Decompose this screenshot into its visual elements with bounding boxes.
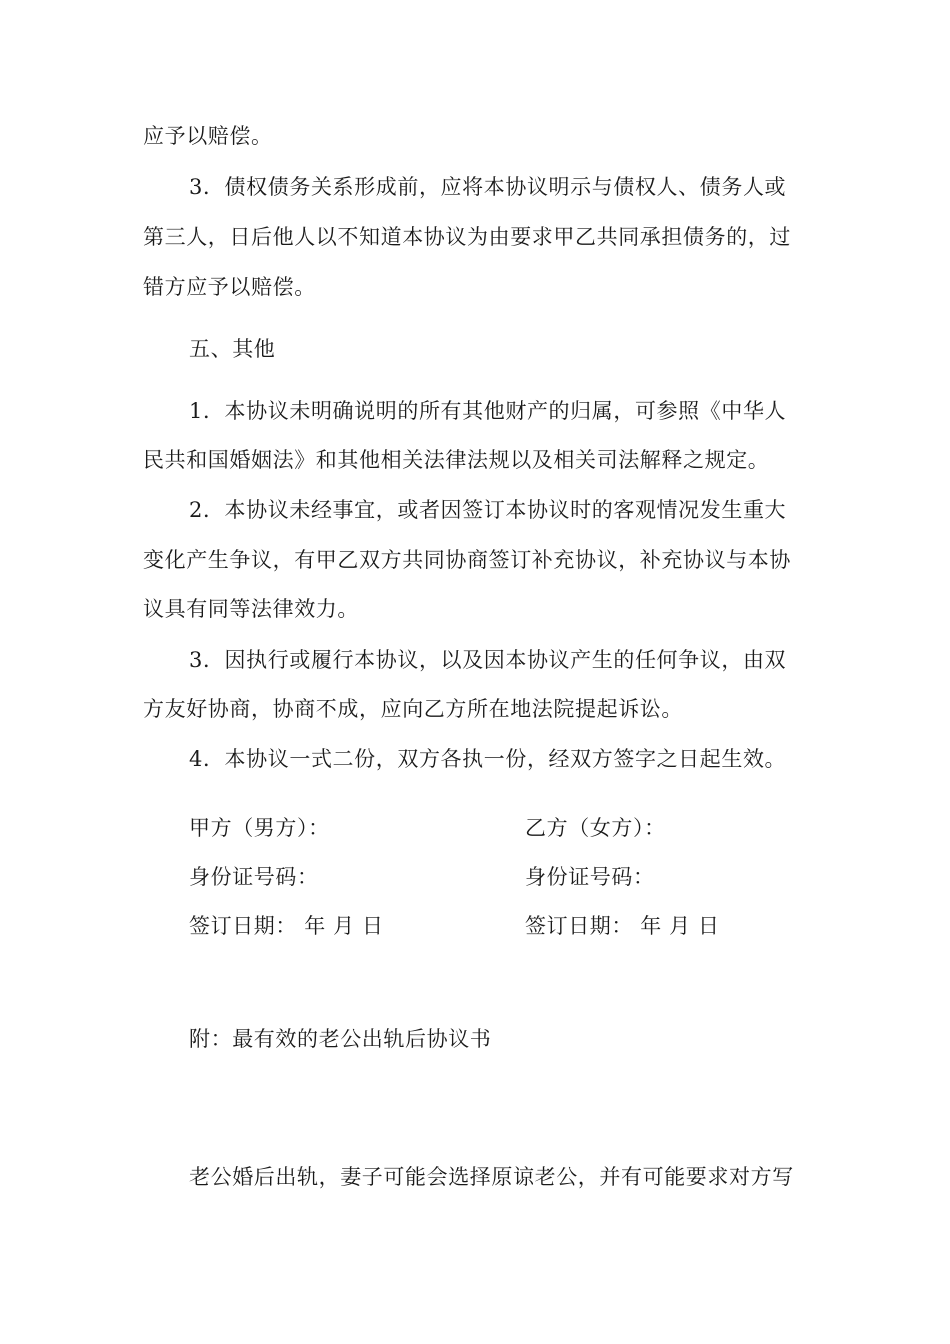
clause-5-3-line-2: 方友好协商，协商不成，应向乙方所在地法院提起诉讼。	[143, 697, 683, 721]
clause-4-3-line-2: 第三人，日后他人以不知道本协议为由要求甲乙共同承担债务的，过	[143, 225, 791, 249]
clause-4-3-line-3: 错方应予以赔偿。	[143, 275, 316, 299]
id-number-b-label: 身份证号码：	[525, 865, 655, 889]
clause-5-1-line-1: 1．本协议未明确说明的所有其他财产的归属，可参照《中华人	[189, 399, 787, 423]
party-b-label: 乙方（女方）：	[525, 816, 666, 840]
sign-date-a: 签订日期： 年 月 日	[189, 914, 384, 938]
appendix-paragraph-line: 老公婚后出轨，妻子可能会选择原谅老公，并有可能要求对方写	[189, 1165, 794, 1189]
clause-5-4: 4．本协议一式二份，双方各执一份，经双方签字之日起生效。	[189, 747, 787, 771]
section-5-heading: 五、其他	[189, 337, 276, 361]
clause-5-3-line-1: 3．因执行或履行本协议，以及因本协议产生的任何争议，由双	[189, 648, 787, 672]
paragraph-line: 应予以赔偿。	[143, 124, 273, 148]
clause-5-2-line-1: 2．本协议未经事宜，或者因签订本协议时的客观情况发生重大	[189, 498, 787, 522]
sign-date-b: 签订日期： 年 月 日	[525, 914, 720, 938]
clause-5-1-line-2: 民共和国婚姻法》和其他相关法律法规以及相关司法解释之规定。	[143, 448, 770, 472]
id-number-a-label: 身份证号码：	[189, 865, 319, 889]
party-a-label: 甲方（男方）：	[189, 816, 330, 840]
clause-5-2-line-2: 变化产生争议，有甲乙双方共同协商签订补充协议，补充协议与本协	[143, 548, 791, 572]
appendix-title: 附：最有效的老公出轨后协议书	[189, 1027, 492, 1051]
clause-4-3-line-1: 3．债权债务关系形成前，应将本协议明示与债权人、债务人或	[189, 175, 787, 199]
clause-5-2-line-3: 议具有同等法律效力。	[143, 597, 359, 621]
